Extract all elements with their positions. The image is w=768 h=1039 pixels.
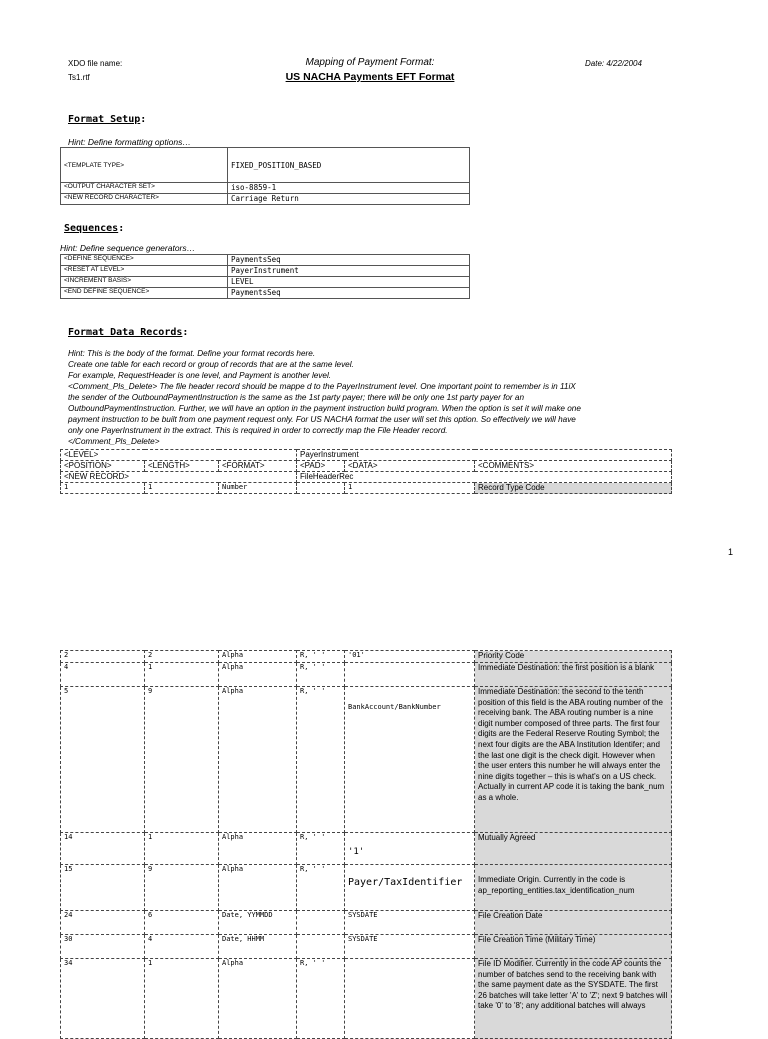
table-row — [61, 663, 672, 687]
sequence-value: PaymentsSeq — [228, 255, 470, 266]
level-value: PayerInstrument — [297, 450, 672, 461]
cell-position: 14 — [61, 833, 145, 865]
format-setup-value: FIXED_POSITION_BASED — [228, 148, 470, 183]
format-setup-row — [61, 194, 470, 205]
column-header-row — [61, 461, 672, 472]
sequence-value: LEVEL — [228, 277, 470, 288]
doc-title-line2: US NACHA Payments EFT Format — [285, 71, 455, 83]
hint-line: For example, RequestHeader is one level, and Payment is another level. — [68, 371, 332, 380]
hint-line: payment instruction to be built from one payment request only. For US NACHA format the user will set this option. So effectively we will have — [68, 415, 576, 424]
cell-length: 1 — [145, 959, 219, 1039]
cell-format: Alpha — [219, 865, 297, 911]
xdo-file-name: Ts1.rtf — [68, 73, 90, 82]
cell-format: Alpha — [219, 687, 297, 833]
cell-length: 6 — [145, 911, 219, 935]
cell-position: 15 — [61, 865, 145, 911]
new-record-row — [61, 472, 672, 483]
hint-line: only one PayerInstrument in the extract. This is required in order to correctly map the File Header record. — [68, 426, 448, 435]
cell-pad: R, ' ' — [297, 959, 345, 1039]
hint-line: the sender of the OutboundPaymentInstruction is the same as the 1st party payer; there will be only one 1st party payer for an — [68, 393, 525, 402]
cell-format: Alpha — [219, 663, 297, 687]
cell-data: SYSDATE — [345, 935, 475, 959]
cell-comment: File ID Modifier. Currently in the code AP counts the number of batches send to the receiving bank with the same payment date as the SYSDATE. The first 26 batches will take letter 'A' to 'Z'; next 9 batches will take '0' to '8'; any additional batches will always — [475, 959, 672, 1039]
col-header-data: <DATA> — [345, 461, 475, 472]
sequence-key: <DEFINE SEQUENCE> — [61, 255, 228, 266]
hint-line: OutboundPaymentInstruction. Further, we will have an option in the payment instruction build program. When the option is set it will make one — [68, 404, 581, 413]
cell-length: 1 — [145, 663, 219, 687]
cell-data — [345, 959, 475, 1039]
cell-length: 1 — [145, 483, 219, 494]
cell-length: 1 — [145, 833, 219, 865]
cell-format: Alpha — [219, 833, 297, 865]
hint-line: Create one table for each record or group of records that are at the same level. — [68, 360, 354, 369]
cell-data: Payer/TaxIdentifier — [345, 865, 475, 911]
sequence-row — [61, 288, 470, 299]
table-row — [61, 833, 672, 865]
doc-date: Date: 4/22/2004 — [585, 59, 642, 68]
cell-comment: File Creation Time (Military Time) — [475, 935, 672, 959]
format-data-hint — [68, 348, 728, 447]
cell-position: 5 — [61, 687, 145, 833]
cell-comment: Immediate Destination: the second to the tenth position of this field is the ABA routing number of the receiving bank. The ABA routing number is a nine digit number composed of three parts. The first four digits are the Federal Reserve Routing Symbol; the next four digits are the ABA Institution Identifer; and the last one digit is the check digit. However when the user enters this number he will always enter the nine digits together – this is what's on a US check. Actually in current AP code it is taking the bank_num as a whole. — [475, 687, 672, 833]
col-header-pad: <PAD> — [297, 461, 345, 472]
table-row — [61, 687, 672, 833]
cell-pad: R, ' ' — [297, 651, 345, 663]
xdo-file-label: XDO file name: — [68, 59, 123, 68]
cell-length: 9 — [145, 687, 219, 833]
cell-position: 30 — [61, 935, 145, 959]
col-header-length: <LENGTH> — [145, 461, 219, 472]
format-setup-value: iso-8859-1 — [228, 183, 470, 194]
format-setup-key: <TEMPLATE TYPE> — [61, 148, 228, 183]
cell-comment: Mutually Agreed — [475, 833, 672, 865]
table-row — [61, 911, 672, 935]
sequences-table — [60, 254, 470, 299]
format-setup-row — [61, 183, 470, 194]
table-row — [61, 651, 672, 663]
new-record-label: <NEW RECORD> — [61, 472, 297, 483]
cell-format: Alpha — [219, 651, 297, 663]
table-row — [61, 935, 672, 959]
cell-pad: R, ' ' — [297, 687, 345, 833]
cell-position: 4 — [61, 663, 145, 687]
level-label: <LEVEL> — [61, 450, 297, 461]
hint-line: </Comment_Pls_Delete> — [68, 437, 160, 446]
cell-pad — [297, 483, 345, 494]
sequence-row — [61, 266, 470, 277]
col-header-format: <FORMAT> — [219, 461, 297, 472]
format-data-heading: Format Data Records: — [68, 327, 189, 338]
sequence-row — [61, 277, 470, 288]
format-setup-row — [61, 148, 470, 183]
sequence-key: <RESET AT LEVEL> — [61, 266, 228, 277]
cell-comment: Priority Code — [475, 651, 672, 663]
table-row — [61, 483, 672, 494]
cell-pad — [297, 935, 345, 959]
cell-pad: R, ' ' — [297, 865, 345, 911]
table-row — [61, 959, 672, 1039]
hint-line: Hint: This is the body of the format. Define your format records here. — [68, 349, 316, 358]
cell-data: '1' — [345, 833, 475, 865]
cell-pad: R, ' ' — [297, 833, 345, 865]
sequence-key: <INCREMENT BASIS> — [61, 277, 228, 288]
cell-data: '01' — [345, 651, 475, 663]
sequence-row — [61, 255, 470, 266]
cell-format: Number — [219, 483, 297, 494]
format-setup-table — [60, 147, 470, 205]
cell-position: 24 — [61, 911, 145, 935]
col-header-comments: <COMMENTS> — [475, 461, 672, 472]
cell-position: 2 — [61, 651, 145, 663]
col-header-position: <POSITION> — [61, 461, 145, 472]
record-table-header — [60, 449, 672, 494]
sequence-value: PaymentsSeq — [228, 288, 470, 299]
cell-pad: R, ' ' — [297, 663, 345, 687]
sequences-hint: Hint: Define sequence generators… — [60, 243, 196, 253]
sequence-value: PayerInstrument — [228, 266, 470, 277]
cell-data — [345, 663, 475, 687]
new-record-value: FileHeaderRec — [297, 472, 672, 483]
cell-comment: Immediate Origin. Currently in the code is ap_reporting_entities.tax_identification_num — [475, 865, 672, 911]
doc-title-line1: Mapping of Payment Format: — [305, 57, 435, 68]
cell-comment: Immediate Destination: the first position is a blank — [475, 663, 672, 687]
format-setup-value: Carriage Return — [228, 194, 470, 205]
page-number: 1 — [728, 547, 734, 557]
format-setup-key: <NEW RECORD CHARACTER> — [61, 194, 228, 205]
cell-format: Date, HHMM — [219, 935, 297, 959]
table-row — [61, 865, 672, 911]
cell-format: Alpha — [219, 959, 297, 1039]
cell-comment: Record Type Code — [475, 483, 672, 494]
cell-data: 1 — [345, 483, 475, 494]
cell-format: Date, YYMMDD — [219, 911, 297, 935]
cell-pad — [297, 911, 345, 935]
cell-position: 34 — [61, 959, 145, 1039]
sequences-heading: Sequences: — [64, 223, 125, 234]
format-setup-heading: Format Setup: — [68, 114, 147, 125]
level-row — [61, 450, 672, 461]
format-setup-key: <OUTPUT CHARACTER SET> — [61, 183, 228, 194]
format-setup-hint: Hint: Define formatting options… — [68, 137, 191, 147]
cell-data: SYSDATE — [345, 911, 475, 935]
cell-data: BankAccount/BankNumber — [345, 687, 475, 833]
cell-position: 1 — [61, 483, 145, 494]
record-table-continued — [60, 650, 672, 1039]
cell-comment: File Creation Date — [475, 911, 672, 935]
hint-line: <Comment_Pls_Delete> The file header record should be mappe d to the PayerInstrument level. One important point to remember is in 11iX — [68, 382, 576, 391]
sequence-key: <END DEFINE SEQUENCE> — [61, 288, 228, 299]
cell-length: 4 — [145, 935, 219, 959]
cell-length: 9 — [145, 865, 219, 911]
cell-length: 2 — [145, 651, 219, 663]
